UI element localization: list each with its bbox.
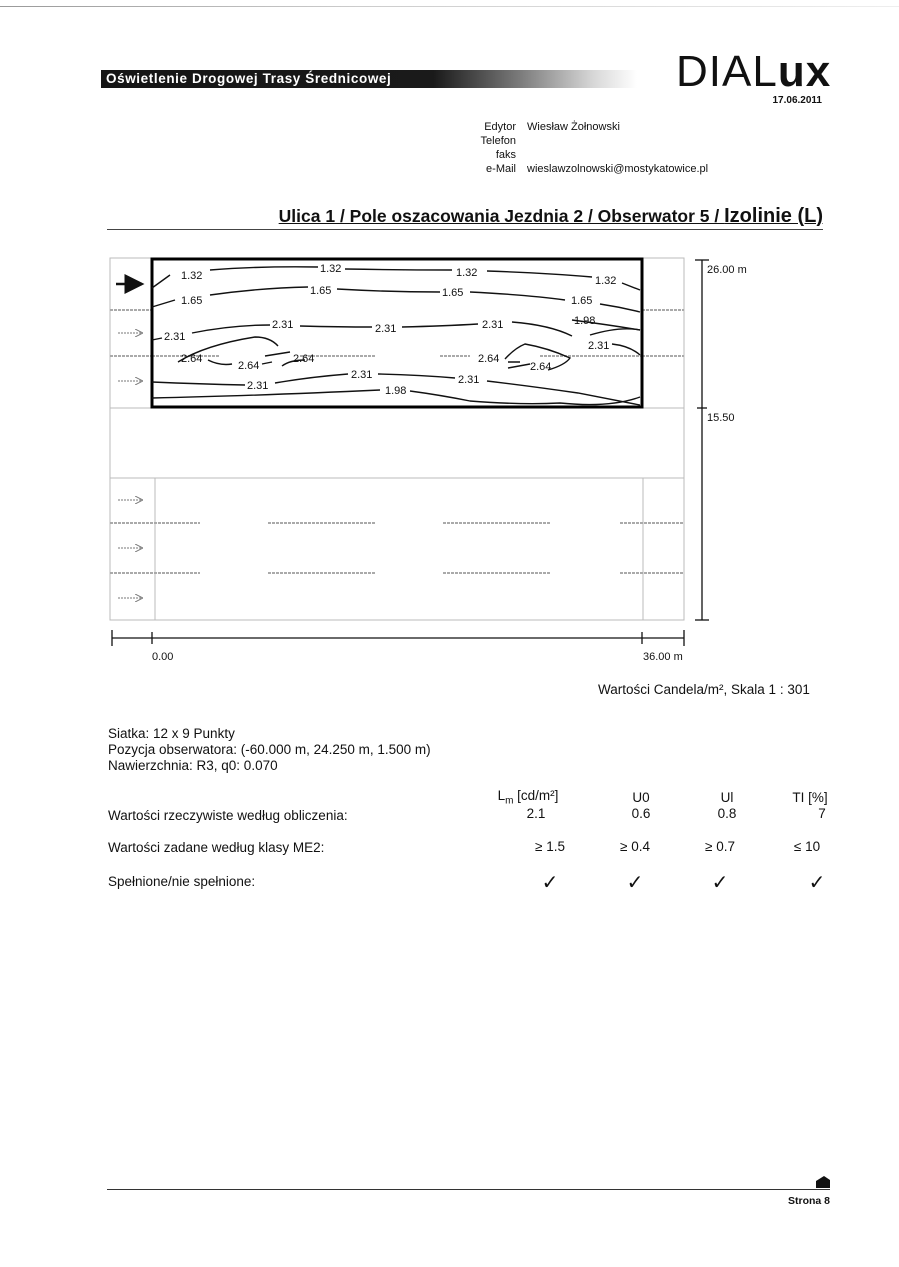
isoline-label: 1.98 (574, 315, 596, 327)
value-target-u0: ≥ 0.4 (620, 839, 650, 854)
scale-caption: Wartości Candela/m², Skala 1 : 301 (598, 682, 810, 697)
observer-info: Pozycja obserwatora: (-60.000 m, 24.250 m, 1.500 m) (108, 742, 431, 757)
isoline-label: 2.31 (375, 323, 397, 335)
isoline-label: 2.64 (181, 353, 203, 365)
dimension-label-left: 0.00 (152, 651, 174, 663)
value-actual-lm: 2.1 (526, 806, 546, 821)
isoline-label: 2.64 (530, 361, 552, 373)
fax-label: faks (495, 149, 516, 161)
editor-value: Wiesław Żołnowski (527, 121, 620, 133)
isoline-label: 2.31 (164, 331, 186, 343)
project-title: Oświetlenie Drogowej Trasy Średnicowej (106, 71, 392, 86)
isoline-label: 1.32 (181, 270, 203, 282)
isoline-1-65 (152, 287, 640, 312)
isoline-1-32 (152, 267, 640, 290)
vertical-dimension (695, 260, 709, 620)
column-header-lm (488, 788, 568, 807)
value-target-ul: ≥ 0.7 (705, 839, 735, 854)
email-value: wieslawzolnowski@mostykatowice.pl (527, 163, 709, 175)
lm-unit: [cd/m²] (513, 788, 559, 803)
isoline-label: 2.64 (238, 360, 260, 372)
column-header-u0: U0 (632, 790, 650, 805)
editor-label: Edytor (484, 121, 516, 133)
page-number: Strona 8 (787, 1195, 830, 1207)
isoline-label: 2.31 (351, 369, 373, 381)
check-icon: ✓ (711, 872, 729, 894)
check-icon: ✓ (541, 872, 559, 894)
section-title-main: Ulica 1 / Pole oszacowania Jezdnia 2 / Obserwator 5 / (278, 206, 725, 226)
check-icon: ✓ (808, 872, 826, 894)
direction-arrows (116, 284, 142, 598)
phone-label: Telefon (480, 135, 516, 147)
horizontal-dimension (112, 630, 684, 646)
isoline-label: 1.98 (385, 385, 407, 397)
logo-bold-part: ux (777, 47, 832, 96)
value-target-ti: ≤ 10 (793, 839, 821, 854)
row-label-actual: Wartości rzeczywiste według obliczenia: (108, 808, 348, 823)
value-actual-ti: 7 (818, 806, 826, 821)
value-actual-u0: 0.6 (631, 806, 651, 821)
isoline-label: 1.32 (320, 263, 342, 275)
dimension-label-right: 36.00 m (643, 651, 683, 663)
isoline-label: 1.32 (456, 267, 478, 279)
report-date: 17.06.2011 (772, 95, 822, 106)
lm-subscript: m (505, 795, 514, 807)
isoline-label: 1.32 (595, 275, 617, 287)
grid-info: Siatka: 12 x 9 Punkty (108, 726, 235, 741)
logo-thin-part: DIAL (676, 47, 778, 96)
dimension-label-top: 26.00 m (707, 264, 747, 276)
dimension-label-mid: 15.50 (707, 412, 735, 424)
isoline-label: 2.31 (458, 374, 480, 386)
isoline-labels (164, 263, 616, 397)
section-title-emph: Izolinie (L) (724, 205, 823, 227)
isoline-label: 1.65 (310, 285, 332, 297)
isoline-label: 2.64 (293, 353, 315, 365)
column-header-ti: TI [%] (792, 790, 828, 805)
column-header-ul: Ul (720, 790, 734, 805)
value-actual-ul: 0.8 (717, 806, 737, 821)
row-label-fulfilled: Spełnione/nie spełnione: (108, 874, 256, 889)
row-label-target: Wartości zadane według klasy ME2: (108, 840, 325, 855)
lm-symbol: L (497, 788, 506, 803)
isoline-label: 2.31 (247, 380, 269, 392)
email-label: e-Mail (486, 163, 516, 175)
surface-info: Nawierzchnia: R3, q0: 0.070 (108, 758, 278, 773)
footer-rule (107, 1189, 830, 1190)
isoline-label: 2.31 (482, 319, 504, 331)
page-corner-icon (816, 1176, 830, 1188)
check-icon: ✓ (626, 872, 644, 894)
isoline-label: 1.65 (571, 295, 593, 307)
isoline-label: 2.64 (478, 353, 500, 365)
isoline-2-31-right (612, 344, 640, 355)
road-outline (110, 258, 684, 620)
isoline-label: 1.65 (181, 295, 203, 307)
isoline-label: 1.65 (442, 287, 464, 299)
isoline-label: 2.31 (588, 340, 610, 352)
isoline-label: 2.31 (272, 319, 294, 331)
value-target-lm: ≥ 1.5 (535, 839, 565, 854)
